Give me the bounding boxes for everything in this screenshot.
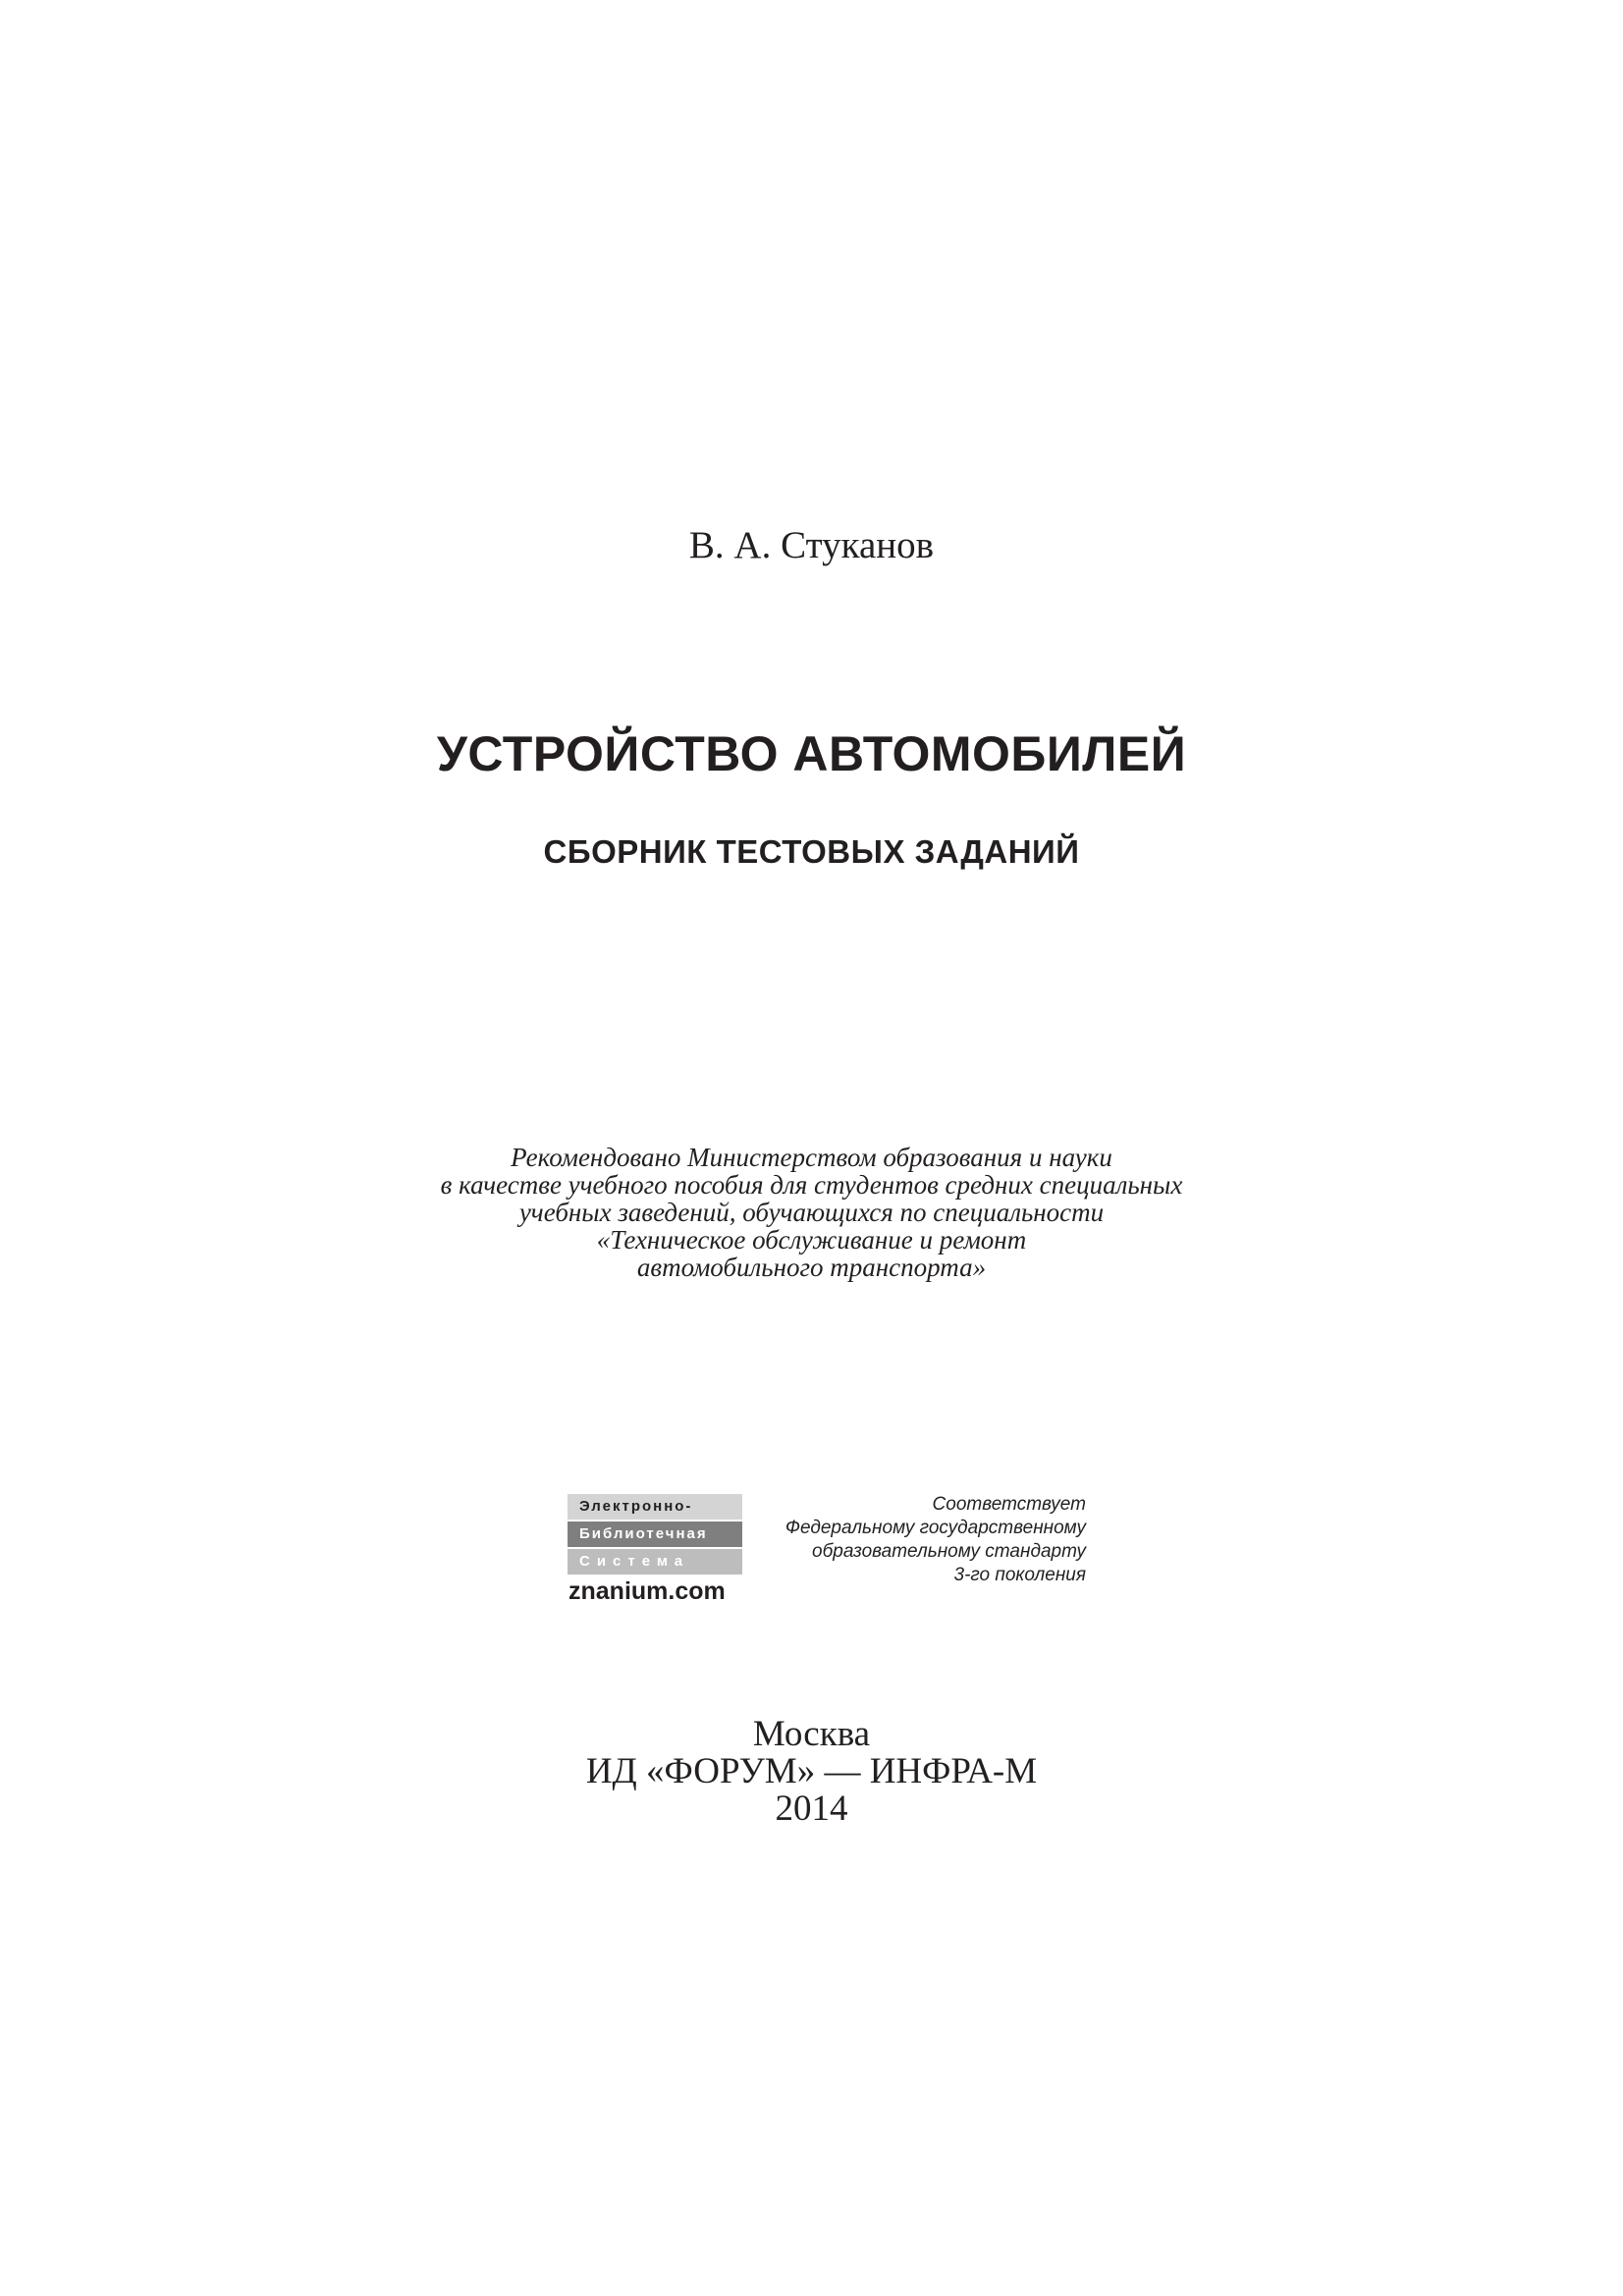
recommendation-line: учебных заведений, обучающихся по специальности (518, 1198, 1105, 1227)
recommendation-line: автомобильного транспорта» (636, 1253, 987, 1282)
fgos-line: Соответствует (932, 1494, 1086, 1515)
publisher-imprint (0, 1716, 1623, 1828)
znanium-logo (568, 1494, 742, 1606)
fgos-line: 3-го поколения (953, 1565, 1086, 1585)
recommendation-line: «Техническое обслуживание и ремонт (596, 1225, 1027, 1255)
recommendation-line: Рекомендовано Министерством образования и науки (511, 1143, 1112, 1172)
author-name: В. А. Стуканов (688, 524, 935, 566)
imprint-year: 2014 (775, 1789, 848, 1829)
imprint-publisher: ИД «ФОРУМ» — ИНФРА-М (585, 1751, 1038, 1791)
logo-site: znanium.com (568, 1577, 726, 1605)
book-title: УСТРОЙСТВО АВТОМОБИЛЕЙ (436, 726, 1187, 781)
logo-row-electronic: Электронно- (568, 1494, 742, 1520)
logo-row-library: Библиотечная (568, 1522, 742, 1547)
ministry-recommendation (0, 1144, 1623, 1281)
book-subtitle: СБОРНИК ТЕСТОВЫХ ЗАДАНИЙ (543, 833, 1080, 870)
imprint-city: Москва (752, 1714, 871, 1754)
logo-row-system: Система (568, 1549, 742, 1575)
fgos-compliance-note (746, 1493, 1086, 1587)
recommendation-line: в качестве учебного пособия для студентов средних специальных (440, 1170, 1183, 1200)
fgos-line: образовательному стандарту (812, 1541, 1086, 1562)
fgos-line: Федеральному государственному (784, 1518, 1086, 1538)
